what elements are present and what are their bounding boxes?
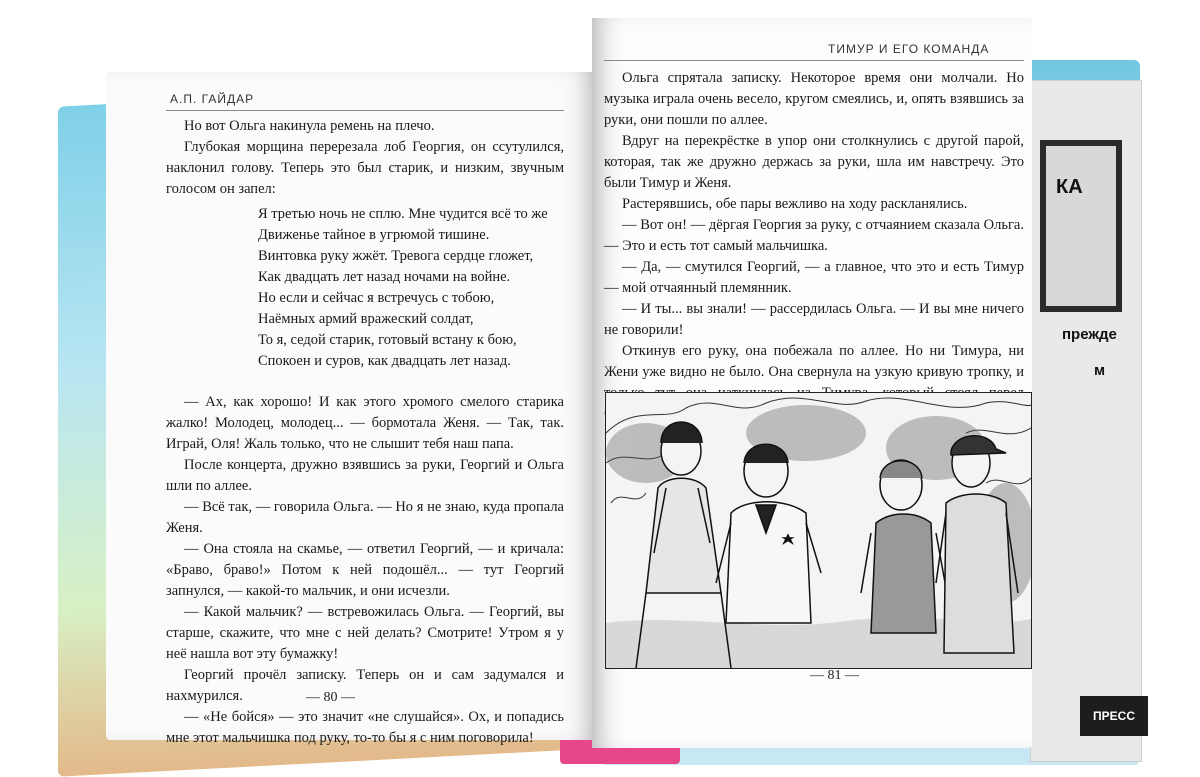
left-paragraph: — «Не бойся» — это значит «не слушайся». Ох, и попадись мне этот мальчишка под руку, то-то бы я с ним поговорила! bbox=[166, 709, 564, 746]
insert-letter: м bbox=[1094, 362, 1106, 379]
insert-word: прежде bbox=[1062, 326, 1117, 343]
illustration-drawing bbox=[606, 393, 1031, 668]
left-paragraph: — Какой мальчик? — встревожилась Ольга. — Георгий, вы старше, скажите, что мне с ней делать? Смотрите! Утром я у неё нашла вот эту бумажку! bbox=[166, 604, 564, 662]
left-running-head: А.П. ГАЙДАР bbox=[170, 92, 255, 106]
left-page-number: — 80 — bbox=[306, 690, 355, 705]
right-paragraph: — И ты... вы знали! — рассердилась Ольга. — И вы мне ничего не говорили! bbox=[604, 301, 1024, 338]
right-paragraph: Ольга спрятала записку. Некоторое время они молчали. Но музыка играла очень весело, кругом смеялись, и, опять взявшись за руки, они пошли по аллее. bbox=[604, 70, 1024, 128]
right-page-number: — 81 — bbox=[810, 668, 859, 683]
left-head-rule bbox=[166, 110, 564, 111]
right-head-rule bbox=[604, 60, 1024, 61]
left-paragraph: После концерта, дружно взявшись за руки, Георгий и Ольга шли по аллее. bbox=[166, 457, 564, 494]
poem-line: Спокоен и суров, как двадцать лет назад. bbox=[258, 353, 511, 369]
poem-line: Я третью ночь не сплю. Мне чудится всё то же bbox=[258, 206, 548, 222]
poem-line: Винтовка руку жжёт. Тревога сердце гложет, bbox=[258, 248, 534, 264]
poem bbox=[258, 204, 564, 372]
insert-letters: КА bbox=[1056, 176, 1083, 198]
right-running-head: ТИМУР И ЕГО КОМАНДА bbox=[828, 42, 990, 56]
illustration bbox=[605, 392, 1032, 669]
left-paragraph: — Ах, как хорошо! И как этого хромого смелого старика жалко! Молодец, молодец... — бормотала Женя. — Так, так. Играй, Оля! Жаль только, что не слышит тебя наш папа. bbox=[166, 394, 564, 452]
poem-line: Но если и сейчас я встречусь с тобою, bbox=[258, 290, 495, 306]
right-paragraph: — Вот он! — дёргая Георгия за руку, с отчаянием сказала Ольга. — Это и есть тот самый мальчишка. bbox=[604, 217, 1024, 254]
insert-picture-frame bbox=[1040, 140, 1122, 312]
poem-line: Движенье тайное в угрюмой тишине. bbox=[258, 227, 490, 243]
right-paragraph: — Да, — смутился Георгий, — а главное, что это и есть Тимур — мой отчаянный племянник. bbox=[604, 259, 1024, 296]
publisher-logo: ПРЕСС bbox=[1080, 696, 1148, 736]
poem-line: Наёмных армий вражеский солдат, bbox=[258, 311, 474, 327]
poem-line: Как двадцать лет назад ночами на войне. bbox=[258, 269, 511, 285]
poem-line: То я, седой старик, готовый встану к бою, bbox=[258, 332, 517, 348]
right-paragraph: Растерявшись, обе пары вежливо на ходу раскланялись. bbox=[622, 196, 968, 212]
left-paragraph: Георгий прочёл записку. Теперь он и сам задумался и нахмурился. bbox=[166, 667, 564, 704]
right-text bbox=[604, 68, 1024, 425]
left-paragraph: — Она стояла на скамье, — ответил Георгий, — и кричала: «Браво, браво!» Потом к ней подошёл... — тут Георгий запнулся, — какой-то мальчик, и они исчезли. bbox=[166, 541, 564, 599]
left-paragraph: Глубокая морщина перерезала лоб Георгия, он ссутулился, наклонил голову. Теперь это был старик, и низким, звучным голосом он запел: bbox=[166, 139, 564, 197]
right-paragraph: Вдруг на перекрёстке в упор они столкнулись с другой парой, которая, так же дружно держась за руки, шла им навстречу. Это были Тимур и Женя. bbox=[604, 133, 1024, 191]
left-paragraph: — Всё так, — говорила Ольга. — Но я не знаю, куда пропала Женя. bbox=[166, 499, 564, 536]
left-paragraph: Но вот Ольга накинула ремень на плечо. bbox=[184, 118, 435, 134]
left-text bbox=[166, 116, 564, 749]
right-paragraph: Откинув его руку, она побежала по аллее. Но ни Тимура, ни Жени уже видно не было. Она свернула на узкую кривую тропку, и bbox=[604, 343, 1024, 380]
